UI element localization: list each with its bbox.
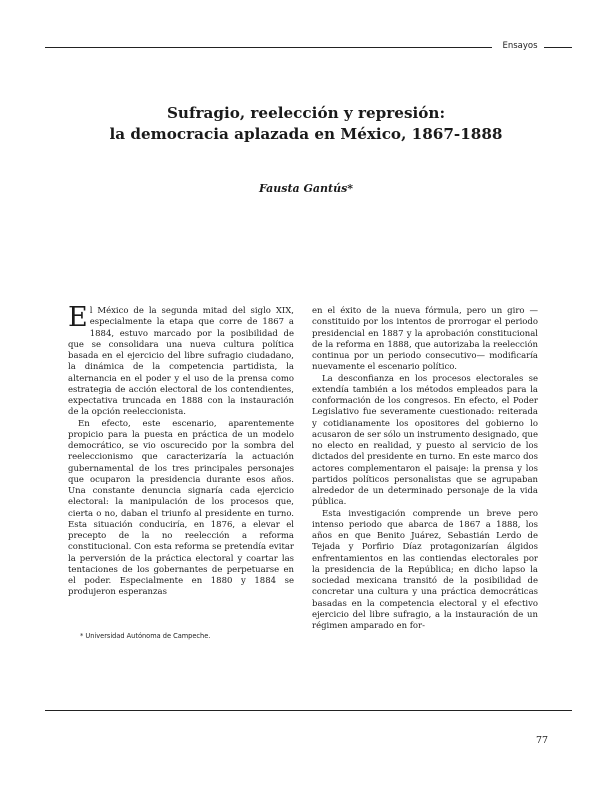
paragraph-left-1-text: l México de la segunda mitad del siglo XIX, especialmente la etapa que corre de 1867 a 1884, estuvo marcado por la posibilidad de que se consolidara una nueva cultura política basada en el ejercicio del libre sufragio ciudadano, la dinámica de la competencia partidista, la alternancia en el poder y el uso de la prensa como estrategia de acción electoral de los contendientes, expectativa truncada en 1888 con la instauración de la opción reeleccionista. [68,306,294,418]
author-name: Fausta Gantús* [258,182,354,195]
title-line-1: Sufragio, reelección y represión: [166,104,446,122]
paragraph-left-1 [68,302,294,419]
right-column [312,306,538,632]
title-line-2: la democracia aplazada en México, 1867-1888 [109,125,503,143]
drop-cap: E [68,302,88,333]
footnote: * Universidad Autónoma de Campeche. [80,632,211,640]
paragraph-right-2: La desconfianza en los procesos electorales se extendía también a los métodos empleados para la conformación de los congresos. En efecto, el Poder Legislativo fue severamente cuestionado: reiterada y cotidianamente los opositores del gobierno lo acusaron de ser sólo un instrumento designado, que no electo en realidad, y puesto al servicio de los dictados del presidente en turno. En este marco dos actores complementaron el paisaje: la prensa y los partidos políticos personalistas que se agrupaban alrededor de un determinado personaje de la vida pública. [312,373,538,508]
page-number: 77 [536,735,549,746]
article-title [60,103,552,145]
left-column [68,302,294,599]
paragraph-right-3: Esta investigación comprende un breve pero intenso periodo que abarca de 1867 a 1888, los años en que Benito Juárez, Sebastián Lerdo de Tejada y Porfirio Díaz protagonizarían álgidos enfrentamientos en las contiendas electorales por la presidencia de la República; en dicho lapso la sociedad mexicana transitó de la posibilidad de concretar una cultura y una práctica democráticas basadas en la competencia electoral y el efectivo ejercicio del libre sufragio, a la instauración de un régimen amparado en for- [312,508,538,631]
paragraph-left-2: En efecto, este escenario, aparentemente propicio para la puesta en práctica de un modelo democrático, se vio oscurecido por la sombra del reeleccionismo que caracterizaría la actuación gubernamental de los tres principales personajes que ocuparon la presidencia durante esos años. Una constante denuncia signaría cada ejercicio electoral: la manipulación de los procesos que, cierta o no, daban el triunfo al presidente en turno. Esta situación conduciría, en 1876, a elevar el precepto de la no reelección a reforma constitucional. Con esta reforma se pretendía evitar la perversión de la práctica electoral y coartar las tentaciones de los gobernantes de perpetuarse en el poder. Especialmente en 1880 y 1884 se produjeron esperanzas [68,418,294,598]
paragraph-right-1: en el éxito de la nueva fórmula, pero un giro —constituido por los intentos de prorrogar el periodo presidencial en 1887 y la aprobación constitucional de la reforma en 1888, que autorizaba la reelección continua por un periodo consecutivo— modificaría nuevamente el escenario político. [312,306,538,373]
header-rule [45,47,492,48]
section-label: Ensayos [502,41,538,51]
header-rule-right [544,47,572,48]
footer-rule [45,710,572,711]
